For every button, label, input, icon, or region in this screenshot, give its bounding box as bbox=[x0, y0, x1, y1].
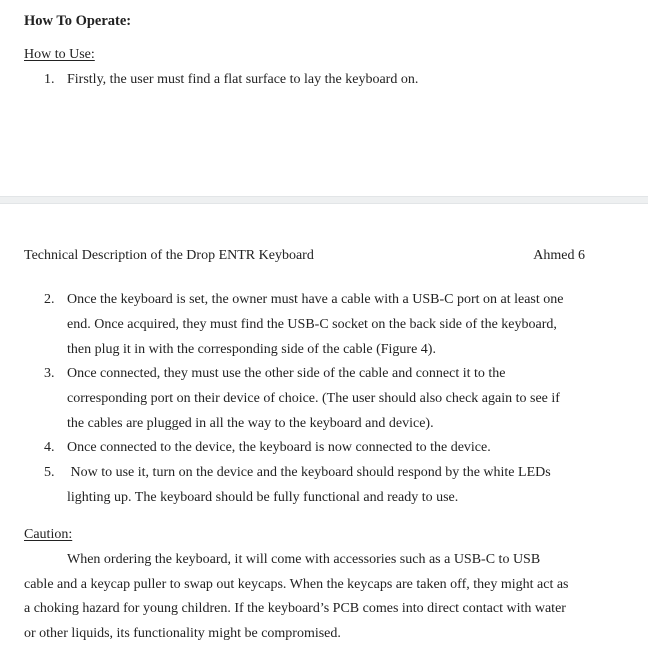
document-page-2 bbox=[0, 204, 648, 667]
list-item-line: the cables are plugged in all the way to the keyboard and device). bbox=[67, 416, 434, 431]
list-item-line: then plug it in with the corresponding side of the cable (Figure 4). bbox=[67, 342, 436, 357]
caution-paragraph-line: or other liquids, its functionality might be compromised. bbox=[24, 626, 341, 641]
page-break bbox=[0, 196, 648, 204]
subsection-heading: How to Use: bbox=[24, 47, 95, 62]
running-header-page-number: Ahmed 6 bbox=[533, 248, 585, 263]
caution-heading: Caution: bbox=[24, 527, 73, 542]
list-item-line: corresponding port on their device of choice. (The user should also check again to see if bbox=[67, 391, 560, 406]
running-header-title: Technical Description of the Drop ENTR Keyboard bbox=[24, 248, 314, 263]
list-item-number: 3. bbox=[44, 366, 55, 381]
section-heading: How To Operate: bbox=[24, 13, 132, 29]
caution-paragraph-line: cable and a keycap puller to swap out keycaps. When the keycaps are taken off, they might act as bbox=[24, 577, 569, 592]
list-item-line: lighting up. The keyboard should be fully functional and ready to use. bbox=[67, 490, 459, 505]
list-item-line: Once connected, they must use the other side of the cable and connect it to the bbox=[67, 366, 506, 381]
list-item-line: Now to use it, turn on the device and the keyboard should respond by the white LEDs bbox=[67, 465, 551, 480]
list-item-number: 2. bbox=[44, 292, 55, 307]
list-item-line: Once the keyboard is set, the owner must have a cable with a USB-C port on at least one bbox=[67, 292, 564, 307]
document-page-1 bbox=[0, 0, 648, 196]
caution-paragraph-line: a choking hazard for young children. If the keyboard’s PCB comes into direct contact with water bbox=[24, 601, 566, 616]
list-item-line: Once connected to the device, the keyboard is now connected to the device. bbox=[67, 440, 491, 455]
caution-paragraph-line: When ordering the keyboard, it will come with accessories such as a USB-C to USB bbox=[67, 552, 541, 567]
list-item-line: end. Once acquired, they must find the USB-C socket on the back side of the keyboard, bbox=[67, 317, 557, 332]
list-item-number: 5. bbox=[44, 465, 55, 480]
list-item-text: Firstly, the user must find a flat surface to lay the keyboard on. bbox=[67, 72, 419, 87]
list-item-number: 1. bbox=[44, 72, 55, 87]
list-item-number: 4. bbox=[44, 440, 55, 455]
